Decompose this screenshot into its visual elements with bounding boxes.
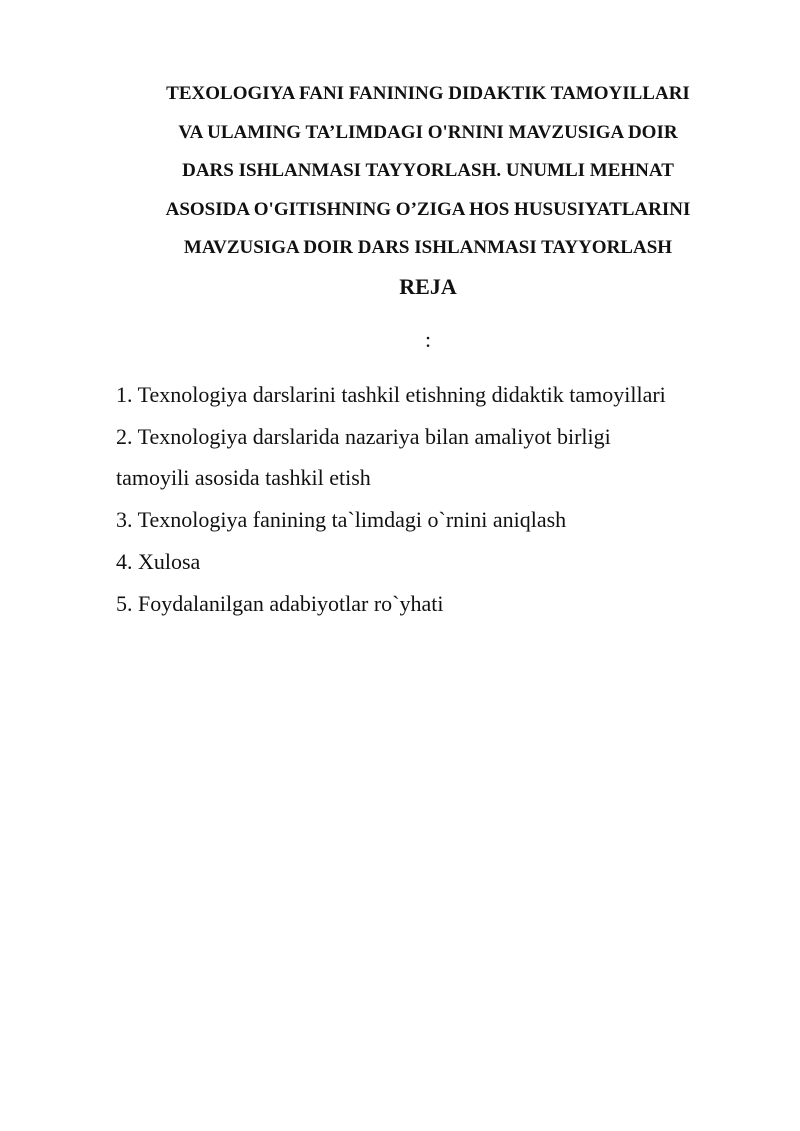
plan-heading: REJA [399,274,457,299]
title-line: VA ULAMING TA’LIMDAGI O'RNINI MAVZUSIGA DOIR [178,121,678,143]
title-line: DARS ISHLANMASI TAYYORLASH. UNUMLI MEHNAT [182,160,674,181]
document-title [100,75,756,268]
title-line: ASOSIDA O'GITISHNING O’ZIGA HOS HUSUSIYATLARINI [165,198,691,220]
title-line: MAVZUSIGA DOIR DARS ISHLANMASI TAYYORLASH [183,237,673,258]
plan-separator: : [424,327,432,352]
plan-item: 2. Texnologiya darslarida nazariya bilan amaliyot birligi [116,423,611,449]
plan-item-continuation: tamoyili asosida tashkil etish [116,465,371,491]
plan-item: 5. Foydalanilgan adabiyotlar ro`yhati [116,590,444,616]
title-line: TEXOLOGIYA FANI FANINING DIDAKTIK TAMOYILLARI [166,83,690,104]
plan-item: 1. Texnologiya darslarini tashkil etishning didaktik tamoyillari [116,382,666,407]
plan-list [116,374,756,624]
plan-item: 3. Texnologiya fanining ta`limdagi o`rnini aniqlash [116,507,567,533]
plan-item: 4. Xulosa [116,548,201,574]
